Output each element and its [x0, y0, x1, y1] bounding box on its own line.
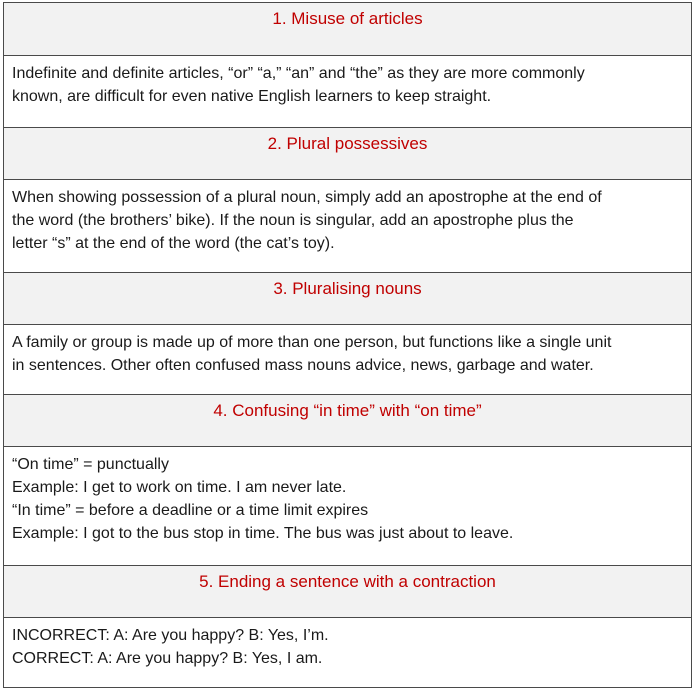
body-line: CORRECT: A: Are you happy? B: Yes, I am. — [12, 650, 323, 667]
body-line: the word (the brothers’ bike). If the noun is singular, add an apostrophe plus the — [12, 212, 574, 229]
section-heading-text: 4. Confusing “in time” with “on time” — [213, 401, 482, 420]
body-line: known, are difficult for even native English learners to keep straight. — [12, 88, 492, 105]
section-body — [4, 56, 691, 128]
section-heading — [4, 128, 691, 180]
section-heading — [4, 273, 691, 325]
section-body — [4, 618, 691, 687]
body-line: When showing possession of a plural noun, simply add an apostrophe at the end of — [12, 189, 602, 206]
grammar-tips-table — [3, 2, 692, 688]
section-body — [4, 447, 691, 566]
body-line: Example: I get to work on time. I am never late. — [12, 479, 347, 496]
body-line: Indefinite and definite articles, “or” “a,” “an” and “the” as they are more commonly — [12, 65, 585, 82]
body-line: “In time” = before a deadline or a time limit expires — [12, 502, 369, 519]
section-heading-text: 3. Pluralising nouns — [273, 279, 422, 298]
section-heading — [4, 395, 691, 447]
body-line: “On time” = punctually — [12, 456, 169, 473]
section-heading-text: 5. Ending a sentence with a contraction — [199, 572, 496, 591]
section-body — [4, 180, 691, 273]
body-line: letter “s” at the end of the word (the cat’s toy). — [12, 235, 335, 252]
section-heading-text: 2. Plural possessives — [267, 134, 428, 153]
body-line: INCORRECT: A: Are you happy? B: Yes, I’m. — [12, 627, 329, 644]
section-heading — [4, 3, 691, 56]
body-line: Example: I got to the bus stop in time. The bus was just about to leave. — [12, 525, 514, 542]
section-heading — [4, 566, 691, 618]
body-line: A family or group is made up of more than one person, but functions like a single unit — [12, 334, 612, 351]
body-line: in sentences. Other often confused mass nouns advice, news, garbage and water. — [12, 357, 594, 374]
section-heading-text: 1. Misuse of articles — [272, 9, 423, 28]
section-body — [4, 325, 691, 395]
